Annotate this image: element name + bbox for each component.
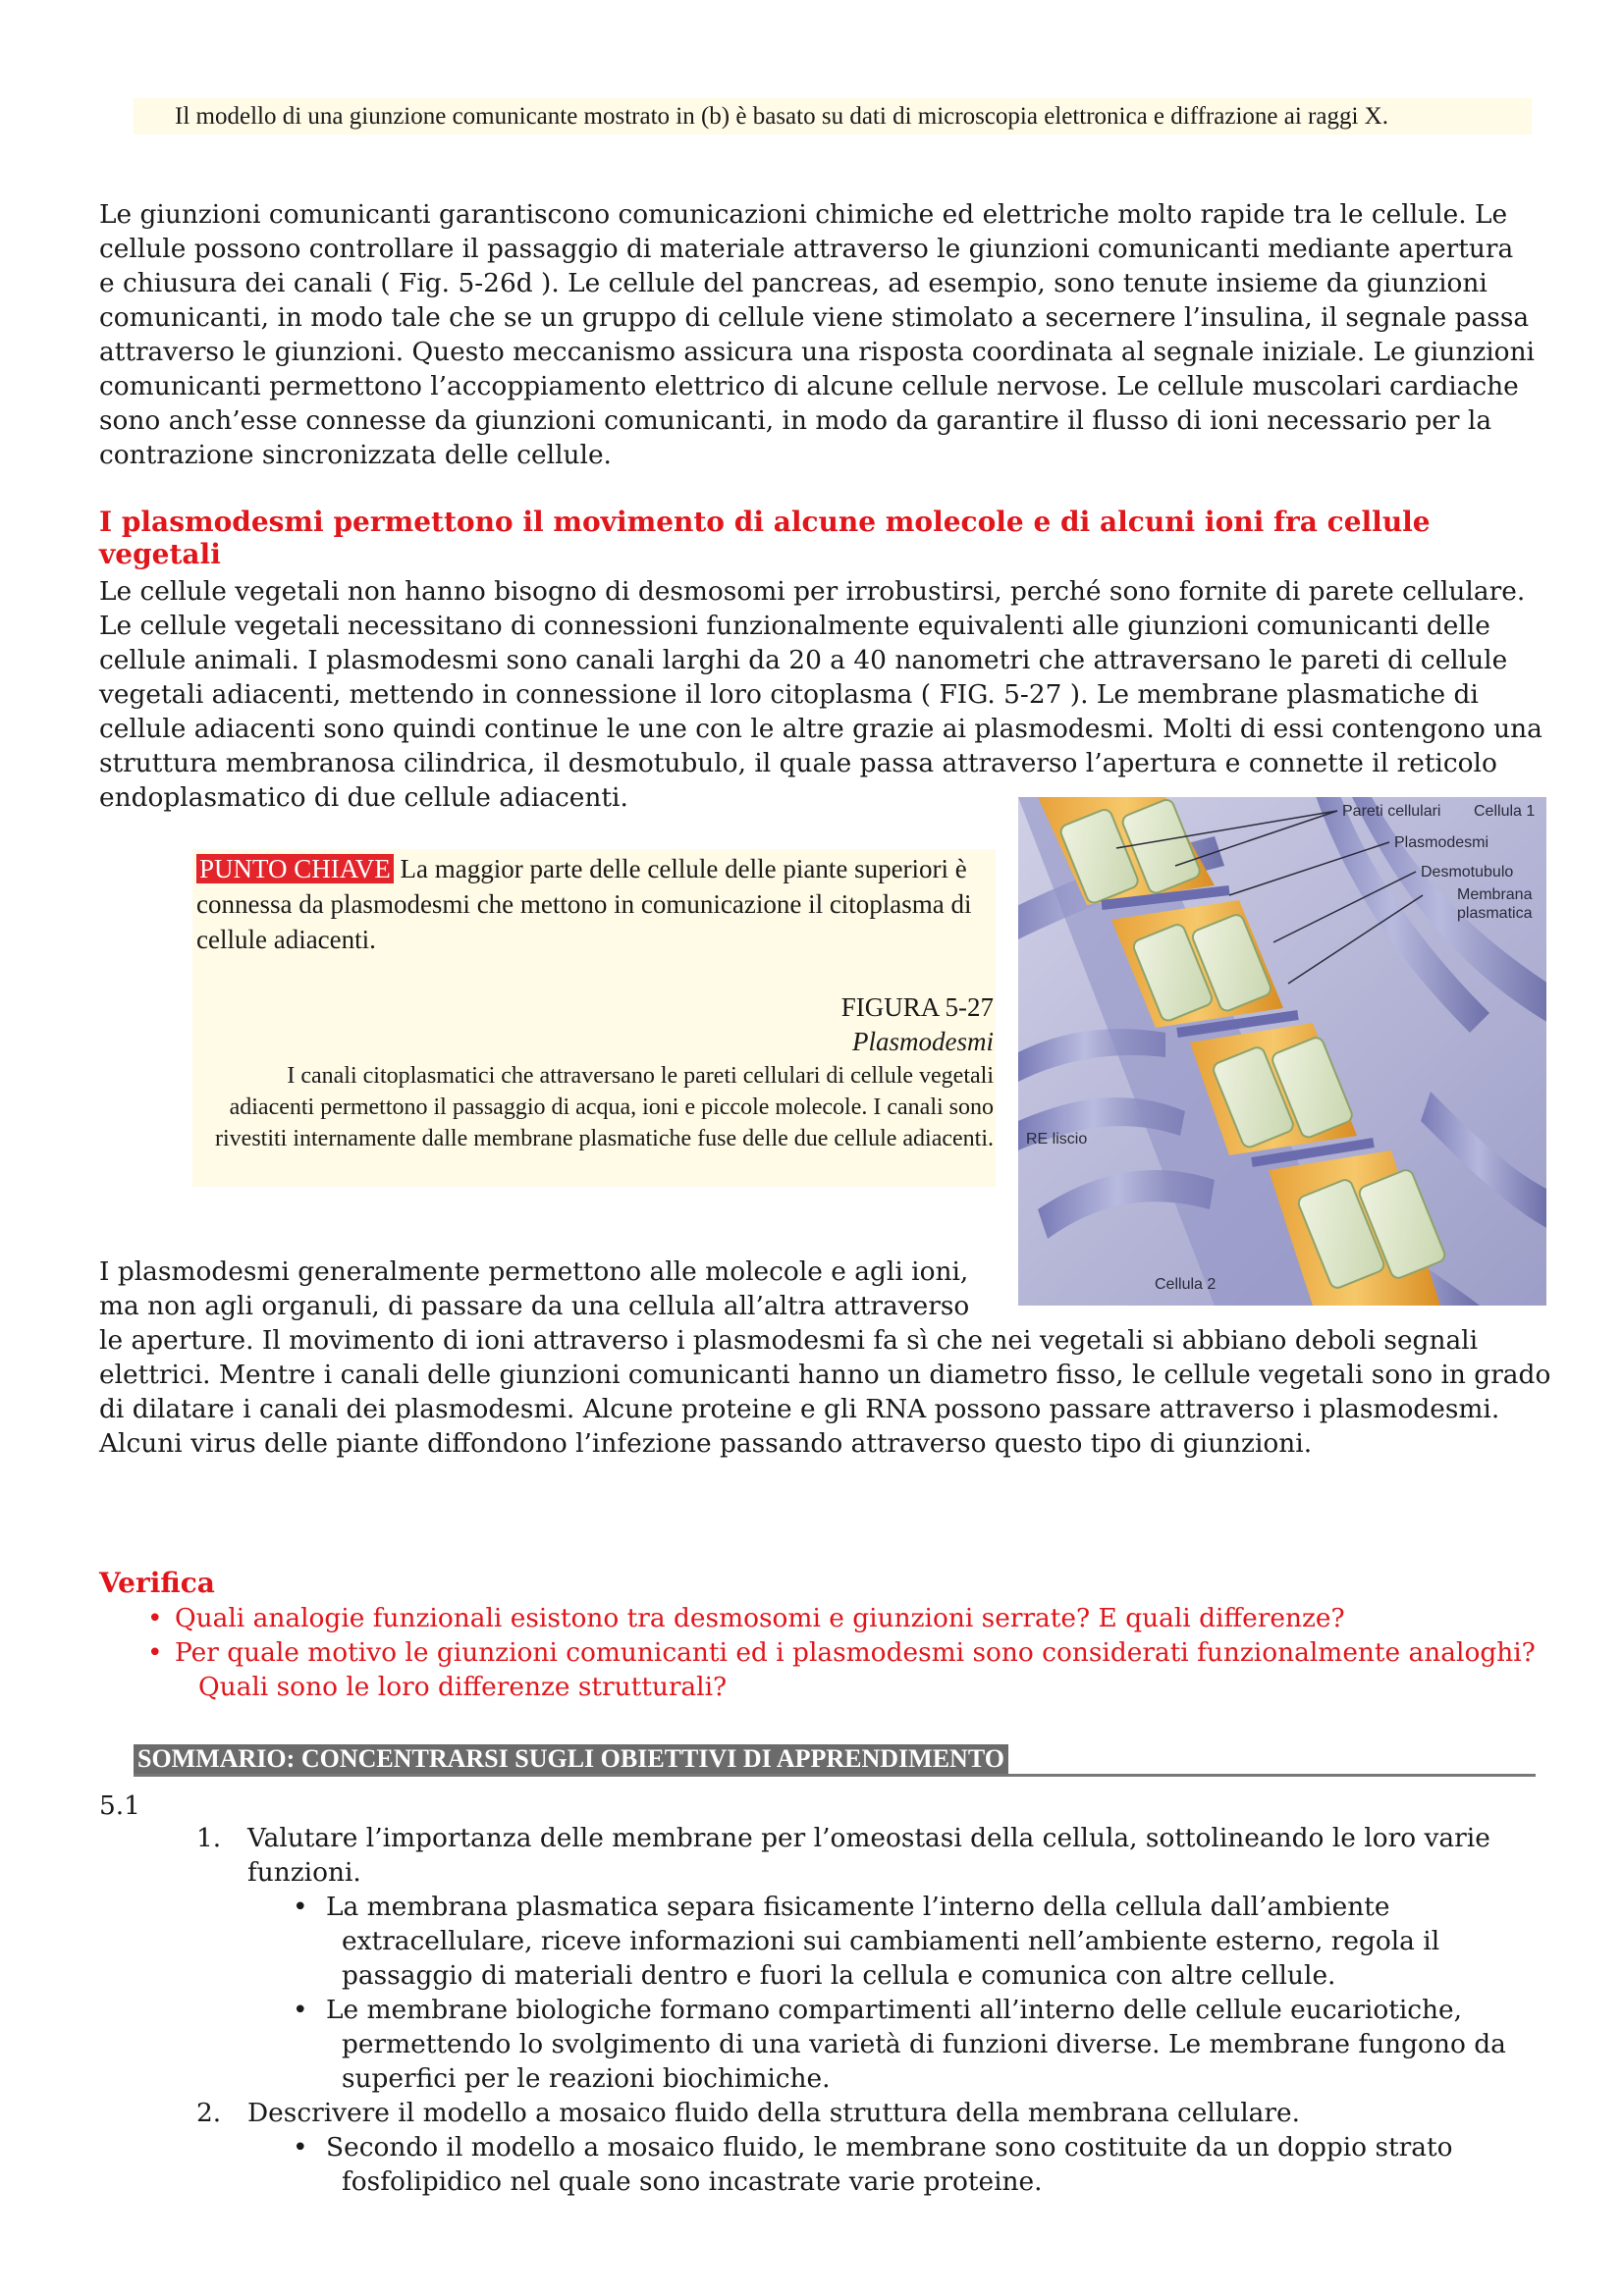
objective-item <box>196 1821 1551 1890</box>
objective-bullets <box>293 2130 1551 2199</box>
learning-objectives <box>196 1821 1551 2199</box>
label-smooth-er: RE liscio <box>1026 1131 1088 1148</box>
summary-title: SOMMARIO: CONCENTRARSI SUGLI OBIETTIVI DI APPRENDIMENTO <box>134 1744 1008 1774</box>
label-plasma-membrane-2: plasmatica <box>1457 905 1533 922</box>
bullet-icon: • <box>293 2132 308 2163</box>
objective-bullet: • Le membrane biologiche formano compartimenti all’interno delle cellule eucariotiche, permettendo lo svolgimento di una varietà di funzioni diverse. Le membrane fungono da superfici per le reazioni biochimiche. <box>293 1995 1506 2094</box>
bullet-icon: • <box>147 1637 163 1668</box>
plasmodesmata-illustration <box>1018 797 1546 1306</box>
verify-question: • Per quale motivo le giunzioni comunicanti ed i plasmodesmi sono considerati funzionalmente analoghi? Quali sono le loro differenze strutturali? <box>147 1637 1536 1702</box>
objective-text: Descrivere il modello a mosaico fluido della struttura della membrana cellulare. <box>247 2098 1301 2128</box>
plasmodesmata-figure <box>1018 797 1546 1306</box>
verify-question: • Quali analogie funzionali esistono tra desmosomi e giunzioni serrate? E quali differenze? <box>147 1603 1345 1633</box>
section-number: 5.1 <box>99 1790 140 1821</box>
objective-bullet: • Secondo il modello a mosaico fluido, le membrane sono costituite da un doppio strato fosfolipidico nel quale sono incastrate varie proteine. <box>293 2132 1453 2197</box>
label-desmotubule: Desmotubulo <box>1421 864 1514 881</box>
objective-bullets <box>293 1890 1551 2096</box>
bullet-icon: • <box>147 1603 163 1633</box>
key-point-text: La maggior parte delle cellule delle piante superiori è connessa da plasmodesmi che mettono in comunicazione il citoplasma di cellule adiacenti. <box>196 854 972 954</box>
paragraph-line-2: ma non agli organuli, di passare da una cellula all’altra attraverso <box>99 1291 970 1321</box>
paragraph-plasmodesmata: Le cellule vegetali non hanno bisogno di desmosomi per irrobustirsi, perché sono fornite di parete cellulare. Le cellule vegetali necessitano di connessioni funzionalmente equivalenti alle giunzioni comunicanti delle cellule animali. I plasmodesmi sono canali larghi da 20 a 40 nanometri che attraversano le pareti di cellule vegetali adiacenti, mettendo in connessione il loro citoplasma ( FIG. 5-27 ). Le membrane plasmatiche di cellule adiacenti sono quindi continue le une con le altre grazie ai plasmodesmi. Molti di essi contengono una struttura membranosa cilindrica, il desmotubulo, il quale passa attraverso l’apertura e connette il reticolo endoplasmatico di due cellule adiacenti. <box>99 576 1542 813</box>
verify-questions <box>147 1601 1542 1704</box>
objective-number: 2. <box>196 2098 222 2128</box>
label-plasma-membrane-1: Membrana <box>1457 886 1533 903</box>
label-cell-1: Cellula 1 <box>1474 803 1536 820</box>
bullet-icon: • <box>293 1892 308 1922</box>
top-caption: Il modello di una giunzione comunicante mostrato in (b) è basato su dati di microscopia elettronica e diffrazione ai raggi X. <box>134 98 1532 134</box>
label-plasmodesmata: Plasmodesmi <box>1394 834 1489 851</box>
objective-text: Valutare l’importanza delle membrane per l’omeostasi della cellula, sottolineando le loro varie funzioni. <box>247 1823 1490 1888</box>
verify-heading: Verifica <box>99 1567 215 1599</box>
paragraph-gap-junctions: Le giunzioni comunicanti garantiscono comunicazioni chimiche ed elettriche molto rapide tra le cellule. Le cellule possono controllare il passaggio di materiale attraverso le giunzioni comunicanti mediante apertura e chiusura dei canali ( Fig. 5-26d ). Le cellule del pancreas, ad esempio, sono tenute insieme da giunzioni comunicanti, in modo tale che se un gruppo di cellule viene stimolato a secernere l’insulina, il segnale passa attraverso le giunzioni. Questo meccanismo assicura una risposta coordinata al segnale iniziale. Le giunzioni comunicanti permettono l’accoppiamento elettrico di alcune cellule nervose. Le cellule muscolari cardiache sono anch’esse connesse da giunzioni comunicanti, in modo da garantire il flusso di ioni necessario per la contrazione sincronizzata delle cellule. <box>99 199 1536 470</box>
key-point <box>196 851 982 957</box>
paragraph-plasmodesmata-function <box>99 1255 1552 1461</box>
key-point-label: PUNTO CHIAVE <box>196 854 394 883</box>
figure-caption <box>196 989 994 1154</box>
objective-item <box>196 2096 1551 2130</box>
figure-title: Plasmodesmi <box>852 1027 994 1056</box>
figure-description: I canali citoplasmatici che attraversano le pareti cellulari di cellule vegetali adiacenti permettono il passaggio di acqua, ioni e piccole molecole. I canali sono rivestiti internamente dalle membrane plasmatiche fuse delle due cellule adiacenti. <box>215 1063 994 1151</box>
section-heading-plasmodesmata: I plasmodesmi permettono il movimento di alcune molecole e di alcuni ioni fra cellule vegetali <box>99 506 1431 570</box>
paragraph-rest: le aperture. Il movimento di ioni attraverso i plasmodesmi fa sì che nei vegetali si abbiano deboli segnali elettrici. Mentre i canali delle giunzioni comunicanti hanno un diametro fisso, le cellule vegetali sono in grado di dilatare i canali dei plasmodesmi. Alcune proteine e gli RNA possono passare attraverso i plasmodesmi. Alcuni virus delle piante diffondono l’infezione passando attraverso questo tipo di giunzioni. <box>99 1325 1551 1459</box>
paragraph-line-1: I plasmodesmi generalmente permettono alle molecole e agli ioni, <box>99 1256 969 1287</box>
label-cell-2: Cellula 2 <box>1155 1276 1217 1293</box>
summary-bar <box>134 1744 1536 1777</box>
objective-bullet: • La membrana plasmatica separa fisicamente l’interno della cellula dall’ambiente extracellulare, riceve informazioni sui cambiamenti nell’ambiente esterno, regola il passaggio di materiali dentro e fuori la cellula e comunica con altre cellule. <box>293 1892 1440 1991</box>
objective-number: 1. <box>196 1823 222 1853</box>
label-cell-walls: Pareti cellulari <box>1342 803 1441 820</box>
bullet-icon: • <box>293 1995 308 2025</box>
figure-number: FIGURA 5-27 <box>840 992 994 1022</box>
